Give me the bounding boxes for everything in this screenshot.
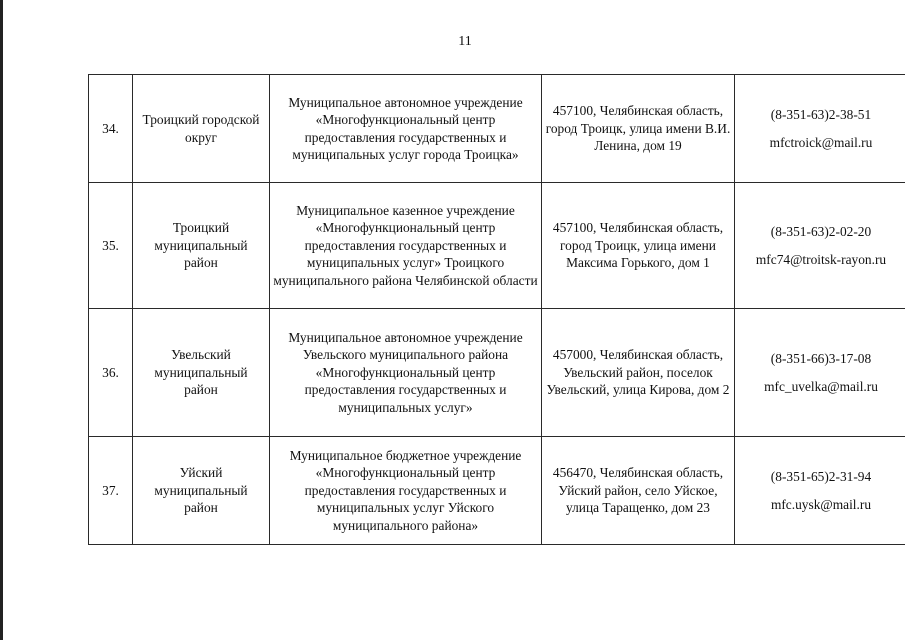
row-number-cell: 36. [89,309,133,437]
email-address: mfctroick@mail.ru [769,134,873,150]
address-cell: 457100, Челябинская область, город Троицк, улица имени В.И. Ленина, дом 19 [542,75,735,183]
table-row [89,437,905,545]
contact-cell [735,437,905,545]
table-row [89,309,905,437]
organization-text: Муниципальное автономное учреждение «Многофункциональный центр предоставления государственных и муниципальных услуг города Троицка» [288,94,523,162]
contact-cell [735,309,905,437]
district-cell: Увельский муниципальный район [133,309,270,437]
mfc-registry-table [88,74,905,545]
email-address: mfc74@troitsk-rayon.ru [755,251,887,267]
contact-cell [735,183,905,309]
organization-cell [270,75,542,183]
address-cell: 456470, Челябинская область, Уйский район, село Уйское, улица Таращенко, дом 23 [542,437,735,545]
phone-number: (8-351-66)3-17-08 [770,351,872,366]
organization-text: Муниципальное казенное учреждение «Многофункциональный центр предоставления государственных и муниципальных услуг» Троицкого муниципального района Челябинской области [273,202,538,288]
row-number-cell: 34. [89,75,133,183]
district-cell: Троицкий муниципальный район [133,183,270,309]
email-address: mfc.uysk@mail.ru [770,496,872,512]
phone-number: (8-351-65)2-31-94 [770,469,872,484]
organization-text: Муниципальное бюджетное учреждение «Многофункциональный центр предоставления государственных и муниципальных услуг Уйского муниципального района» [289,447,522,533]
phone-number: (8-351-63)2-38-51 [770,107,872,122]
district-cell: Троицкий городской округ [133,75,270,183]
page-number: 11 [458,34,472,49]
district-cell: Уйский муниципальный район [133,437,270,545]
address-cell: 457100, Челябинская область, город Троицк, улица имени Максима Горького, дом 1 [542,183,735,309]
row-number-cell: 35. [89,183,133,309]
email-address: mfc_uvelka@mail.ru [764,378,878,394]
phone-number: (8-351-63)2-02-20 [770,224,872,239]
table-row [89,75,905,183]
address-cell: 457000, Челябинская область, Увельский район, поселок Увельский, улица Кирова, дом 2 [542,309,735,437]
organization-cell [270,437,542,545]
contact-cell [735,75,905,183]
organization-text: Муниципальное автономное учреждение Увельского муниципального района «Многофункциональный центр предоставления государственных и муниципальных услуг» [288,329,523,415]
organization-cell [270,183,542,309]
scan-edge-line [0,0,3,640]
organization-cell [270,309,542,437]
table-row [89,183,905,309]
row-number-cell: 37. [89,437,133,545]
